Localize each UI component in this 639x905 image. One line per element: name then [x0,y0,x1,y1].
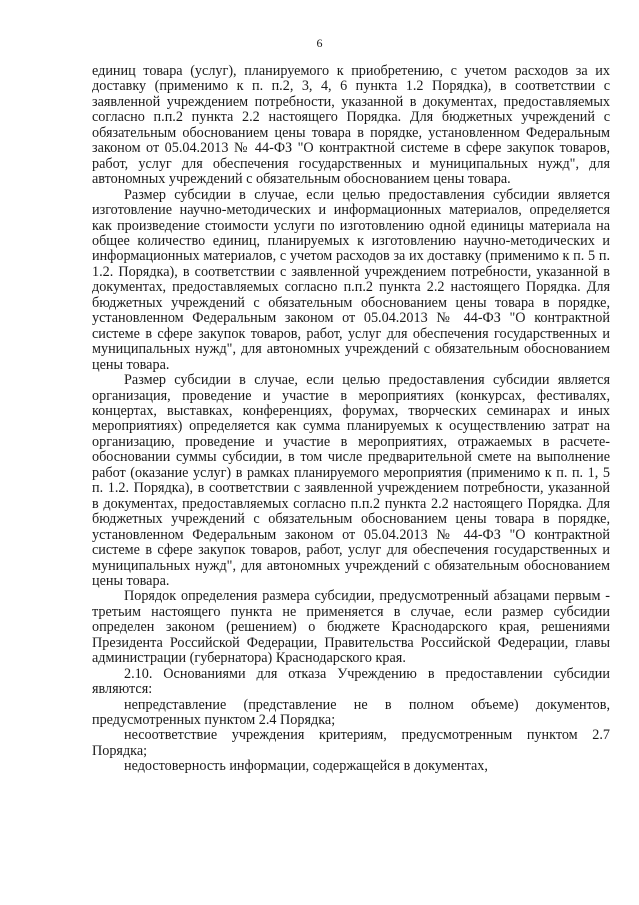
paragraph-materials-subsidy: Размер субсидии в случае, если целью предоставления субсидии является изготовление научно-методических и информационных материалов, определяется как произведение стоимости услуги по изготовлению одной единицы материала на общее количество единиц, планируемых к изготовлению научно-методических и информационных материалов, с учетом расходов за их доставку (применимо к п. 5 п. 1.2. Порядка), в соответствии с заявленной учреждением потребности, указанной в документах, предоставляемых согласно п.п.2 пункта 2.2 настоящего Порядка. Для бюджетных учреждений с обязательным обоснованием цены товара в порядке, установленном Федеральным законом от 05.04.2013 № 44-ФЗ "О контрактной системе в сфере закупок товаров, работ, услуг для обеспечения государственных и муниципальных нужд", для автономных учреждений с обязательным обоснованием цены товара. [92,186,610,373]
list-item-unreliable-info: недостоверность информации, содержащейся в документах, [124,758,488,775]
paragraph-events-subsidy: Размер субсидии в случае, если целью предоставления субсидии является организация, проведение и участие в мероприятиях (конкурсах, фестивалях, концертах, выставках, конференциях, форумах, творческих семинарах и иных мероприятиях) определяется как сумма планируемых к осуществлению затрат на организацию, проведение и участие в мероприятиях, отражаемых в расчете-обосновании суммы субсидии, в том числе предварительной смете на выполнение работ (оказание услуг) в рамках планируемого мероприятия (применимо к п. п. 1, 5 п. 1.2. Порядка), в соответствии с заявленной учреждением потребности, указанной в документах, предоставляемых согласно п.п.2 пункта 2.2 настоящего Порядка. Для бюджетных учреждений с обязательным обоснованием цены товара в порядке, установленном Федеральным законом от 05.04.2013 № 44-ФЗ "О контрактной системе в сфере закупок товаров, работ, услуг для обеспечения государственных и муниципальных нужд", для автономных учреждений с обязательным обоснованием цены товара. [92,372,610,589]
page-number: 6 [316,36,323,50]
list-item-documents: непредставление (представление не в полном объеме) документов, предусмотренных пунктом 2.4 Порядка; [92,696,610,729]
document-body [92,64,610,775]
paragraph-continuation: единиц товара (услуг), планируемого к приобретению, с учетом расходов за их доставку (применимо к п. п.2, 3, 4, 6 пункта 1.2 Порядка), в соответствии с заявленной учреждением потребности, указанной в документах, предоставляемых согласно п.п.2 пункта 2.2 настоящего Порядка. Для бюджетных учреждений с обязательным обоснованием цены товара в порядке, установленном Федеральным законом от 05.04.2013 № 44-ФЗ "О контрактной системе в сфере закупок товаров, работ, услуг для обеспечения государственных и муниципальных нужд", для автономных учреждений с обязательным обоснованием цены товара. [92,63,610,188]
paragraph-refusal-grounds: 2.10. Основаниями для отказа Учреждению в предоставлении субсидии являются: [92,665,610,698]
paragraph-exception: Порядок определения размера субсидии, предусмотренный абзацами первым - третьим настоящего пункта не применяется в случае, если размер субсидии определен законом (решением) о бюджете Краснодарского края, решениями Президента Российской Федерации, Правительства Российской Федерации, главы администрации (губернатора) Краснодарского края. [92,588,610,667]
list-item-criteria: несоответствие учреждения критериям, предусмотренным пунктом 2.7 Порядка; [92,727,610,759]
